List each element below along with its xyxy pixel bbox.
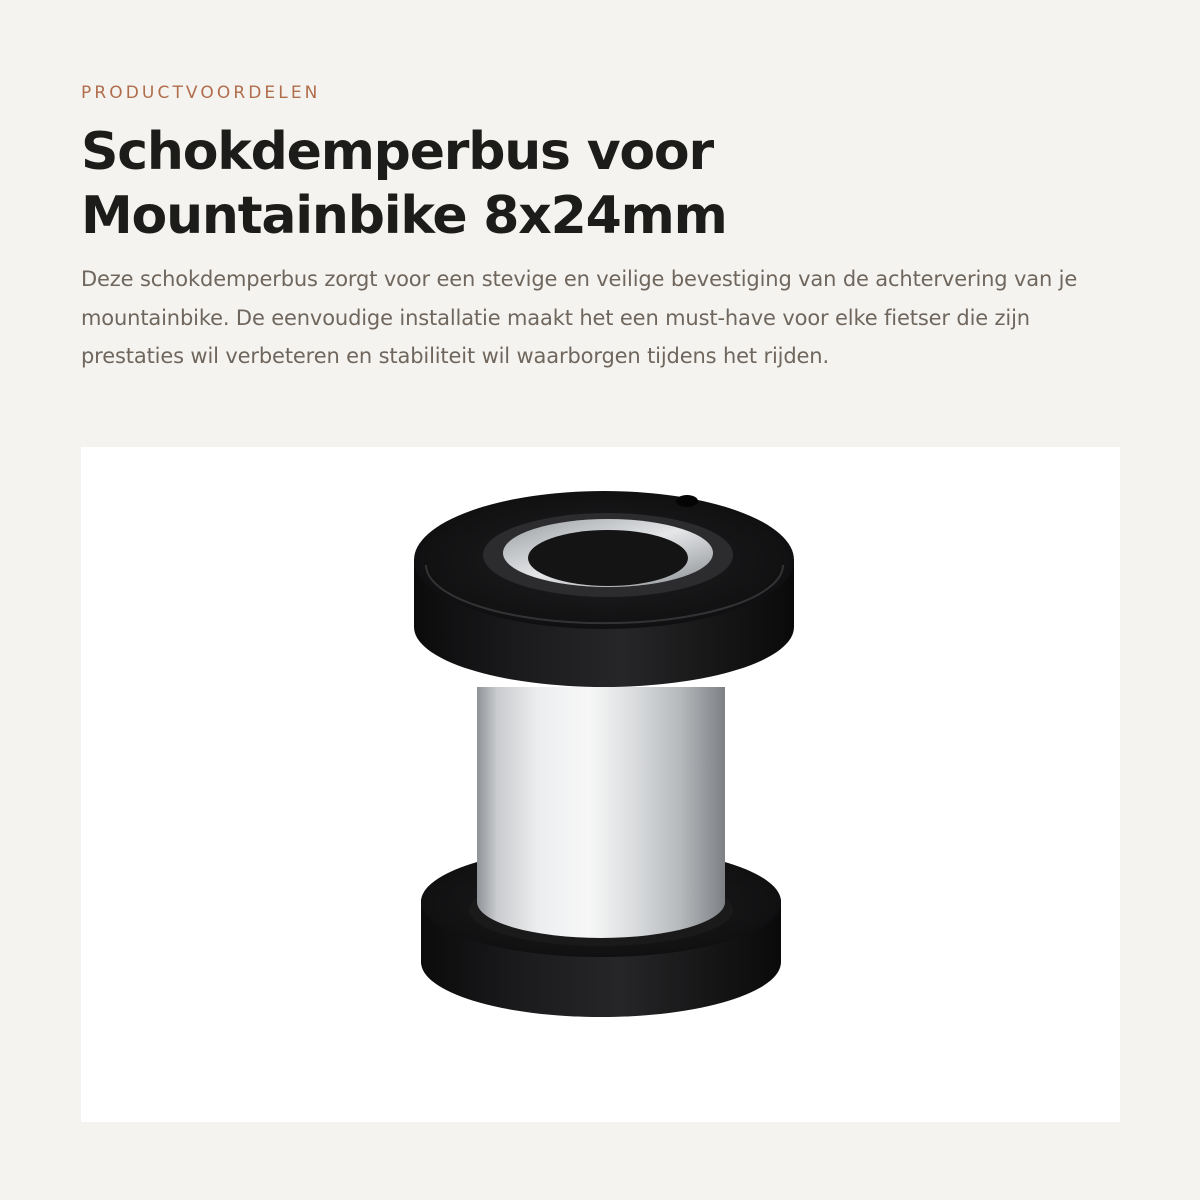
title-line-1: Schokdemperbus voor [81, 122, 713, 182]
shock-bushing-icon [81, 447, 1120, 1122]
page-title [81, 120, 1121, 248]
section-eyebrow: PRODUCTVOORDELEN [81, 83, 321, 103]
title-line-2: Mountainbike 8x24mm [81, 186, 727, 246]
product-image-panel [81, 447, 1120, 1122]
product-description: Deze schokdemperbus zorgt voor een stevige en veilige bevestiging van de achtervering van je mountainbike. De eenvoudige installatie maakt het een must-have voor elke fietser die zijn prestaties wil verbeteren en stabiliteit wil waarborgen tijdens het rijden. [81, 267, 1078, 368]
metal-sleeve [477, 687, 725, 938]
top-rubber-ring [414, 491, 794, 687]
